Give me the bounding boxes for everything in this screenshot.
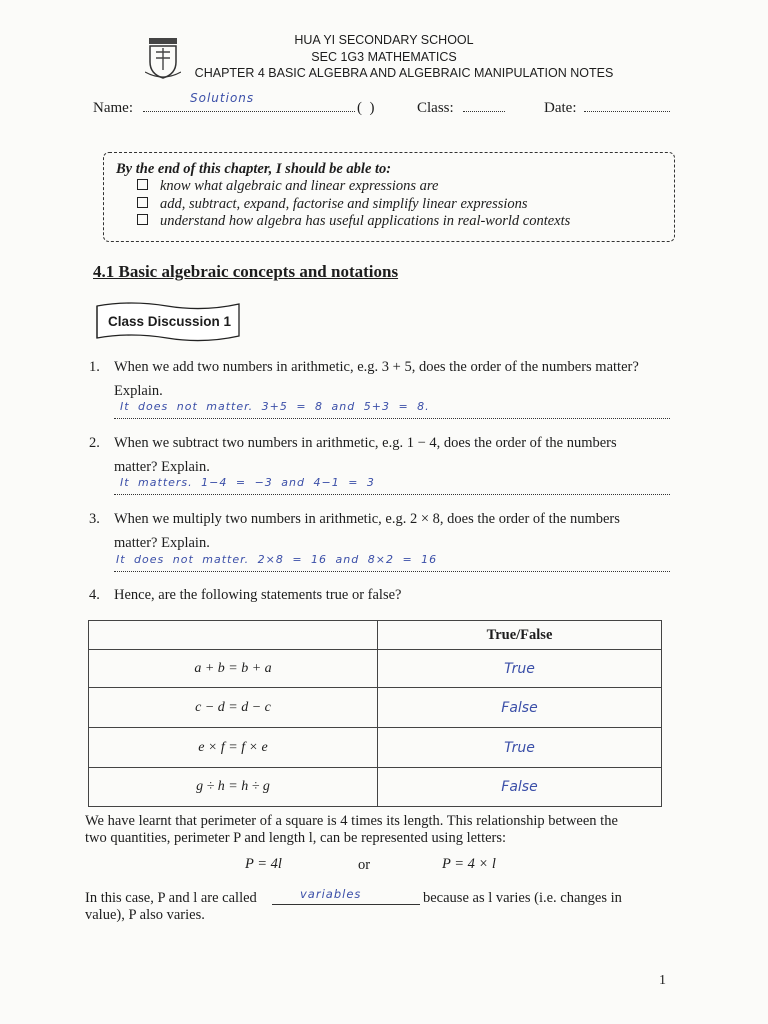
statement-cell: e × f = f × e bbox=[89, 728, 378, 768]
question-number: 2. bbox=[89, 435, 100, 451]
answer-line bbox=[114, 494, 670, 495]
fill-in-prefix: In this case, P and l are called bbox=[85, 890, 257, 906]
objectives-heading: By the end of this chapter, I should be able to: bbox=[116, 161, 392, 177]
handwritten-answer: It matters. 1−4 = −3 and 4−1 = 3 bbox=[120, 476, 375, 489]
formula-perimeter-1: P = 4l bbox=[245, 856, 282, 872]
statement-cell: a + b = b + a bbox=[89, 650, 378, 688]
checkbox bbox=[137, 179, 148, 190]
handwritten-answer: It does not matter. 2×8 = 16 and 8×2 = 16 bbox=[116, 553, 438, 566]
question-text: matter? Explain. bbox=[114, 459, 210, 475]
checkbox bbox=[137, 214, 148, 225]
answer-cell: True bbox=[378, 650, 662, 688]
page-number: 1 bbox=[659, 973, 666, 988]
class-label: Class: bbox=[417, 100, 454, 116]
name-line bbox=[143, 111, 355, 112]
fill-in-suffix: because as l varies (i.e. changes in bbox=[423, 890, 622, 906]
formula-or: or bbox=[358, 857, 371, 873]
true-false-table bbox=[88, 620, 662, 807]
class-discussion-label: Class Discussion 1 bbox=[108, 314, 232, 329]
chapter-title: CHAPTER 4 BASIC ALGEBRA AND ALGEBRAIC MANIPULATION NOTES bbox=[194, 66, 614, 80]
table-row bbox=[89, 728, 662, 768]
objective-item: know what algebraic and linear expressions are bbox=[137, 178, 438, 195]
fill-in-continuation: value), P also varies. bbox=[85, 907, 205, 923]
formula-perimeter-2: P = 4 × l bbox=[442, 856, 496, 872]
class-subject: SEC 1G3 MATHEMATICS bbox=[311, 50, 457, 64]
question-text: When we subtract two numbers in arithmetic, e.g. 1 − 4, does the order of the numbers bbox=[114, 435, 617, 451]
school-name: HUA YI SECONDARY SCHOOL bbox=[294, 33, 474, 47]
table-row bbox=[89, 688, 662, 728]
handwritten-answer: It does not matter. 3+5 = 8 and 5+3 = 8. bbox=[120, 400, 430, 413]
question-number: 1. bbox=[89, 359, 100, 375]
paragraph-text: We have learnt that perimeter of a square is 4 times its length. This relationship between the bbox=[85, 813, 618, 829]
question-number: 4. bbox=[89, 587, 100, 603]
name-answer: Solutions bbox=[190, 91, 255, 105]
question-text: When we multiply two numbers in arithmetic, e.g. 2 × 8, does the order of the numbers bbox=[114, 511, 620, 527]
fill-in-blank-line bbox=[272, 904, 420, 905]
checkbox bbox=[137, 197, 148, 208]
question-text: Hence, are the following statements true or false? bbox=[114, 587, 402, 603]
table-row bbox=[89, 650, 662, 688]
date-line bbox=[584, 111, 670, 112]
question-number: 3. bbox=[89, 511, 100, 527]
table-row bbox=[89, 768, 662, 807]
name-label: Name: bbox=[93, 100, 133, 116]
answer-line bbox=[114, 571, 670, 572]
table-header-cell: True/False bbox=[378, 621, 662, 650]
statement-cell: c − d = d − c bbox=[89, 688, 378, 728]
section-title: 4.1 Basic algebraic concepts and notations bbox=[93, 262, 399, 281]
table-header-cell bbox=[89, 621, 378, 650]
name-index-brackets: ( ) bbox=[357, 100, 375, 116]
table-header-row bbox=[89, 621, 662, 650]
objective-item: add, subtract, expand, factorise and simplify linear expressions bbox=[137, 196, 528, 213]
objective-item: understand how algebra has useful applications in real-world contexts bbox=[137, 213, 570, 230]
paragraph-text: two quantities, perimeter P and length l, can be represented using letters: bbox=[85, 830, 507, 846]
answer-cell: True bbox=[378, 728, 662, 768]
handwritten-answer: variables bbox=[300, 887, 362, 901]
class-line bbox=[463, 111, 505, 112]
question-text: When we add two numbers in arithmetic, e.g. 3 + 5, does the order of the numbers matter? bbox=[114, 359, 639, 375]
date-label: Date: bbox=[544, 100, 577, 116]
answer-line bbox=[114, 418, 670, 419]
question-text: matter? Explain. bbox=[114, 535, 210, 551]
answer-cell: False bbox=[378, 688, 662, 728]
answer-cell: False bbox=[378, 768, 662, 807]
statement-cell: g ÷ h = h ÷ g bbox=[89, 768, 378, 807]
question-text: Explain. bbox=[114, 383, 163, 399]
